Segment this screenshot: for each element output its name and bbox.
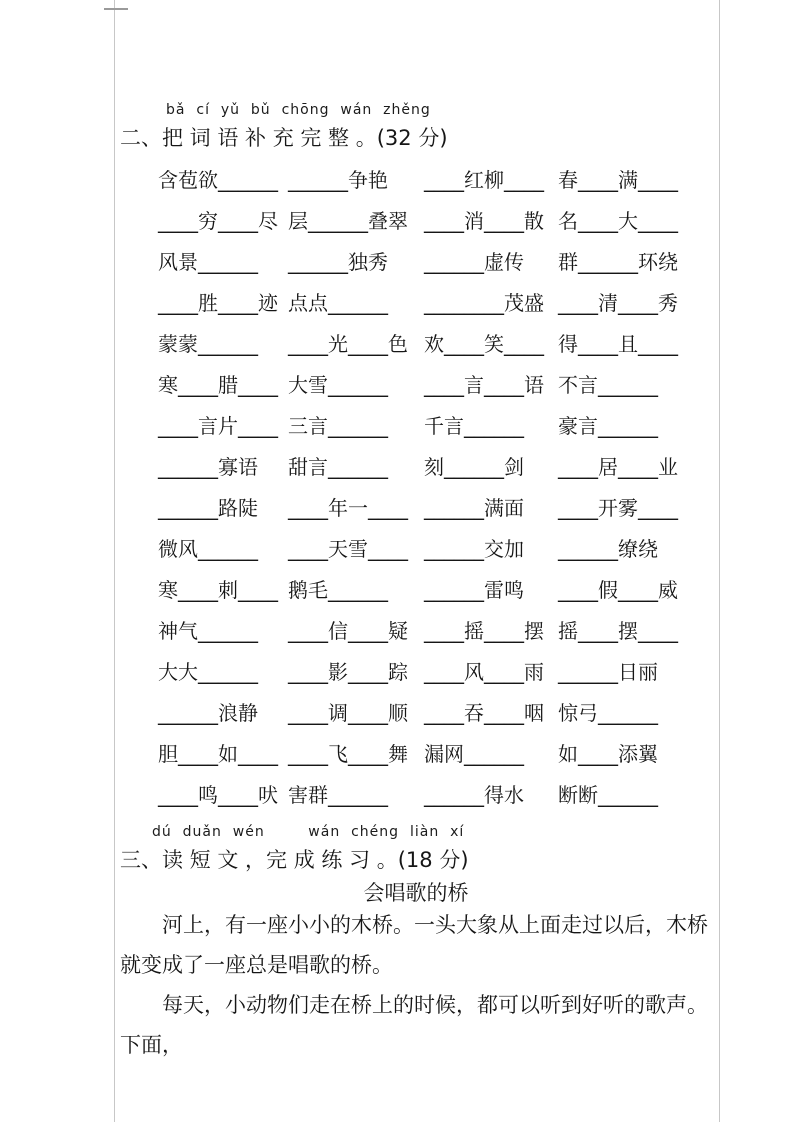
word-blank-item: 层______叠翠 [288,209,408,233]
word-blank-item: 胆____如____ [158,742,278,766]
word-blank-item: ______交加 [424,537,524,561]
word-blank-item: 漏网______ [424,742,524,766]
word-blank-item: 蒙蒙______ [158,332,258,356]
word-row [158,355,720,396]
word-row [158,437,720,478]
word-row [158,273,720,314]
word-blank-item: 欢____笑____ [424,332,544,356]
word-blank-item: ______日丽 [558,660,658,684]
word-blank-item: 春____满____ [558,168,678,192]
section2-heading: 二、把 词 语 补 充 完 整 。(32 分) [120,126,448,150]
word-blank-item: 摇____摆____ [558,619,678,643]
word-blank-item: ____言____语 [424,373,544,397]
word-blank-item: ____风____雨 [424,660,544,684]
word-blank-item: 群______环绕 [558,250,678,274]
word-completion-grid [158,150,720,806]
word-blank-item: ____假____威 [558,578,678,602]
word-blank-item: 含苞欲______ [158,168,278,192]
section3-heading: 三、读 短 文 ，完 成 练 习 。(18 分) [120,848,469,872]
section3-pinyin: dú duǎn wén wán chéng liàn xí [152,824,465,840]
word-blank-item: ____天雪____ [288,537,408,561]
word-blank-item: 豪言______ [558,414,658,438]
word-blank-item: 惊弓______ [558,701,658,725]
word-blank-item: 神气______ [158,619,258,643]
word-blank-item: ________茂盛 [424,291,544,315]
word-blank-item: 不言______ [558,373,658,397]
passage-title: 会唱歌的桥 [363,881,469,905]
word-blank-item: ____穷____尽 [158,209,278,233]
word-row [158,191,720,232]
word-blank-item: ____居____业 [558,455,678,479]
word-blank-item: 鹅毛______ [288,578,388,602]
passage [120,905,712,1065]
word-blank-item: 大大______ [158,660,258,684]
word-blank-item: ______雷鸣 [424,578,524,602]
word-blank-item: ____年一____ [288,496,408,520]
word-blank-item: 断断______ [558,783,658,807]
word-blank-item: 得____且____ [558,332,678,356]
word-blank-item: 寒____刺____ [158,578,278,602]
word-blank-item: 微风______ [158,537,258,561]
word-row [158,232,720,273]
word-blank-item: ____言片____ [158,414,278,438]
word-row [158,314,720,355]
word-blank-item: ____影____踪 [288,660,408,684]
word-row [158,478,720,519]
word-row [158,724,720,765]
word-blank-item: ______虚传 [424,250,524,274]
word-blank-item: ______得水 [424,783,524,807]
word-blank-item: 名____大____ [558,209,678,233]
word-blank-item: ____鸣____吠 [158,783,278,807]
word-blank-item: ______满面 [424,496,524,520]
word-row [158,642,720,683]
word-row [158,150,720,191]
word-blank-item: ____胜____迹 [158,291,278,315]
word-blank-item: 甜言______ [288,455,388,479]
word-blank-item: ______寡语 [158,455,258,479]
word-blank-item: ____吞____咽 [424,701,544,725]
word-blank-item: 千言______ [424,414,524,438]
word-blank-item: ____光____色 [288,332,408,356]
passage-paragraph: 每天，小动物们走在桥上的时候，都可以听到好听的歌声。下面， [120,993,708,1057]
word-row [158,601,720,642]
word-blank-item: ______路陡 [158,496,258,520]
word-blank-item: ____信____疑 [288,619,408,643]
word-blank-item: 害群______ [288,783,388,807]
word-blank-item: 三言______ [288,414,388,438]
word-blank-item: ____红柳____ [424,168,544,192]
word-blank-item: ____飞____舞 [288,742,408,766]
word-blank-item: ____消____散 [424,209,544,233]
word-blank-item: 风景______ [158,250,258,274]
word-blank-item: 寒____腊____ [158,373,278,397]
word-blank-item: 刻______剑 [424,455,524,479]
word-row [158,560,720,601]
word-row [158,519,720,560]
word-blank-item: 如____添翼 [558,742,658,766]
section2-pinyin: bǎ cí yǔ bǔ chōng wán zhěng [166,102,431,118]
word-row [158,683,720,724]
word-blank-item: ____开雾____ [558,496,678,520]
word-blank-item: ____清____秀 [558,291,678,315]
word-blank-item: ______独秀 [288,250,388,274]
word-blank-item: 点点______ [288,291,388,315]
word-blank-item: 大雪______ [288,373,388,397]
word-row [158,396,720,437]
word-blank-item: ____摇____摆 [424,619,544,643]
passage-paragraph: 河上，有一座小小的木桥。一头大象从上面走过以后，木桥就变成了一座总是唱歌的桥。 [120,913,708,977]
word-blank-item: ______争艳 [288,168,388,192]
word-blank-item: ______浪静 [158,701,258,725]
page-top-tick [104,8,128,10]
page-border-left [114,0,115,1122]
word-row [158,765,720,806]
word-blank-item: ____调____顺 [288,701,408,725]
word-blank-item: ______缭绕 [558,537,658,561]
